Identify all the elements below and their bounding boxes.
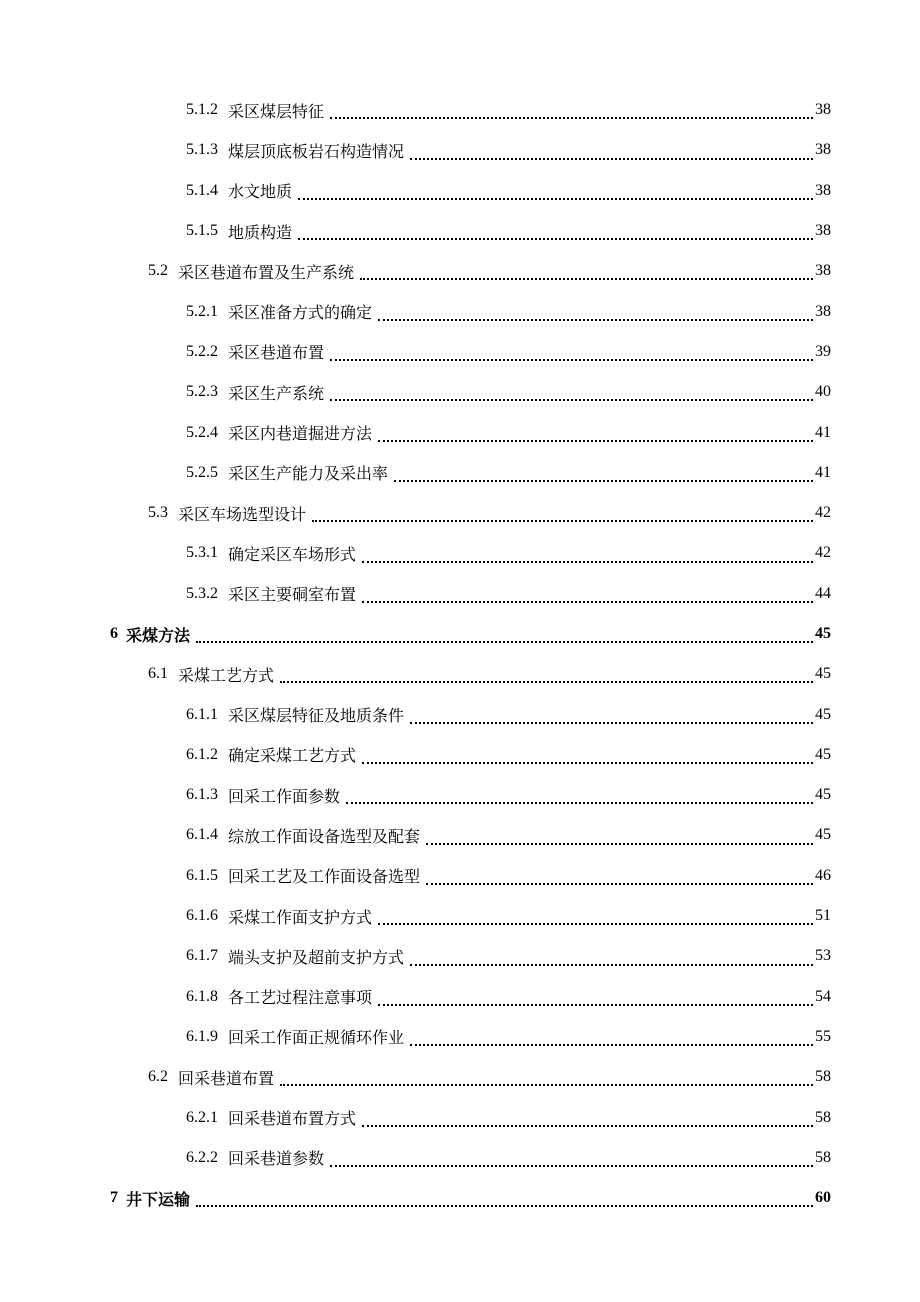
toc-dot-leader — [360, 277, 813, 280]
toc-entry-page-number: 45 — [815, 786, 831, 804]
toc-entry-page-number: 55 — [815, 1027, 831, 1045]
toc-entry-number: 6.1.8 — [186, 987, 218, 1005]
toc-entry-page-number: 38 — [815, 222, 831, 240]
toc-entry-number: 6.1.3 — [186, 786, 218, 804]
toc-entry-number: 6.1.9 — [186, 1027, 218, 1045]
toc-entry-page-number: 45 — [815, 705, 831, 723]
toc-entry-page-number: 58 — [815, 1068, 831, 1086]
toc-entry-title: 地质构造 — [228, 224, 293, 242]
toc-entry-title: 采区生产系统 — [228, 385, 325, 403]
toc-entry-title: 回采巷道参数 — [228, 1151, 325, 1169]
toc-entry-number: 5.2.5 — [186, 463, 218, 481]
toc-entry[interactable] — [0, 1017, 920, 1057]
toc-entry-title: 采煤工作面支护方式 — [228, 909, 373, 927]
toc-entry-title: 采区准备方式的确定 — [228, 305, 373, 323]
toc-entry-page-number: 45 — [815, 665, 831, 683]
toc-entry-number: 6.1.5 — [186, 866, 218, 884]
toc-dot-leader — [362, 560, 813, 563]
toc-entry-page-number: 42 — [815, 504, 831, 522]
toc-entry-title: 采区煤层特征 — [228, 103, 325, 121]
toc-entry-title: 回采工作面参数 — [228, 788, 341, 806]
toc-dot-leader — [410, 963, 813, 966]
toc-entry-title: 采区车场选型设计 — [178, 506, 307, 524]
toc-entry-number: 6.2 — [148, 1068, 168, 1086]
toc-dot-leader — [410, 1043, 813, 1046]
toc-entry-number: 6.2.1 — [186, 1108, 218, 1126]
toc-entry[interactable] — [0, 574, 920, 614]
toc-entry[interactable] — [0, 130, 920, 170]
toc-entry[interactable] — [0, 493, 920, 533]
toc-entry-page-number: 38 — [815, 262, 831, 280]
toc-entry[interactable] — [0, 372, 920, 412]
toc-entry-title: 水文地质 — [228, 184, 293, 202]
toc-entry[interactable] — [0, 1138, 920, 1178]
toc-entry-number: 6.2.2 — [186, 1148, 218, 1166]
toc-entry-page-number: 44 — [815, 584, 831, 602]
toc-entry-title: 采煤方法 — [126, 627, 191, 645]
toc-entry-page-number: 38 — [815, 141, 831, 159]
toc-entry[interactable] — [0, 614, 920, 654]
toc-entry-number: 5.1.2 — [186, 101, 218, 119]
toc-entry-number: 5.2.3 — [186, 383, 218, 401]
toc-entry[interactable] — [0, 251, 920, 291]
toc-entry-number: 5.2.4 — [186, 423, 218, 441]
toc-entry-title: 井下运输 — [126, 1191, 191, 1209]
toc-dot-leader — [362, 600, 813, 603]
toc-entry-page-number: 41 — [815, 463, 831, 481]
toc-dot-leader — [378, 1003, 813, 1006]
toc-entry-title: 采区巷道布置 — [228, 345, 325, 363]
toc-entry-page-number: 45 — [815, 625, 831, 642]
toc-dot-leader — [196, 640, 813, 643]
toc-entry-number: 5.2 — [148, 262, 168, 280]
toc-dot-leader — [312, 519, 813, 522]
toc-entry-page-number: 45 — [815, 745, 831, 763]
toc-entry[interactable] — [0, 815, 920, 855]
toc-entry-page-number: 54 — [815, 987, 831, 1005]
toc-entry-title: 采区生产能力及采出率 — [228, 466, 389, 484]
toc-entry[interactable] — [0, 896, 920, 936]
toc-entry[interactable] — [0, 211, 920, 251]
toc-entry-number: 5.1.5 — [186, 222, 218, 240]
toc-dot-leader — [394, 479, 813, 482]
toc-entry-page-number: 38 — [815, 101, 831, 119]
toc-entry[interactable] — [0, 291, 920, 331]
toc-entry-page-number: 39 — [815, 342, 831, 360]
toc-entry[interactable] — [0, 332, 920, 372]
toc-entry-number: 6.1.1 — [186, 705, 218, 723]
toc-entry-number: 5.3.2 — [186, 584, 218, 602]
toc-entry-page-number: 41 — [815, 423, 831, 441]
toc-entry-title: 采区巷道布置及生产系统 — [178, 264, 355, 282]
toc-entry[interactable] — [0, 694, 920, 734]
toc-entry[interactable] — [0, 533, 920, 573]
toc-entry[interactable] — [0, 1178, 920, 1218]
toc-entry[interactable] — [0, 412, 920, 452]
toc-entry-number: 5.1.3 — [186, 141, 218, 159]
toc-dot-leader — [330, 116, 813, 119]
toc-entry[interactable] — [0, 856, 920, 896]
toc-dot-leader — [426, 882, 813, 885]
toc-entry[interactable] — [0, 1097, 920, 1137]
toc-entry-page-number: 42 — [815, 544, 831, 562]
toc-entry-page-number: 51 — [815, 907, 831, 925]
toc-dot-leader — [378, 439, 813, 442]
toc-dot-leader — [362, 1124, 813, 1127]
toc-entry-title: 确定采煤工艺方式 — [228, 748, 357, 766]
toc-entry-title: 采区煤层特征及地质条件 — [228, 708, 405, 726]
toc-entry-title: 端头支护及超前支护方式 — [228, 949, 405, 967]
toc-entry-title: 采区主要硐室布置 — [228, 587, 357, 605]
toc-entry-page-number: 58 — [815, 1148, 831, 1166]
toc-entry-number: 6.1.6 — [186, 907, 218, 925]
toc-dot-leader — [280, 1083, 813, 1086]
toc-entry-title: 综放工作面设备选型及配套 — [228, 828, 421, 846]
toc-dot-leader — [330, 358, 813, 361]
toc-entry-title: 回采工作面正规循环作业 — [228, 1030, 405, 1048]
toc-entry-number: 6.1 — [148, 665, 168, 683]
toc-entry-page-number: 38 — [815, 181, 831, 199]
toc-entry[interactable] — [0, 171, 920, 211]
toc-dot-leader — [410, 721, 813, 724]
toc-dot-leader — [196, 1204, 813, 1207]
toc-entry-number: 7 — [110, 1189, 118, 1207]
toc-entry[interactable] — [0, 453, 920, 493]
toc-entry[interactable] — [0, 936, 920, 976]
toc-dot-leader — [362, 761, 813, 764]
toc-entry-number: 6.1.7 — [186, 947, 218, 965]
toc-entry[interactable] — [0, 735, 920, 775]
toc-entry-number: 5.2.2 — [186, 342, 218, 360]
toc-entry-title: 采区内巷道掘进方法 — [228, 426, 373, 444]
toc-dot-leader — [378, 922, 813, 925]
toc-entry-page-number: 60 — [815, 1189, 831, 1207]
toc-entry-number: 6.1.4 — [186, 826, 218, 844]
toc-entry-title: 确定采区车场形式 — [228, 546, 357, 564]
toc-dot-leader — [346, 801, 813, 804]
toc-entry-title: 采煤工艺方式 — [178, 667, 275, 685]
toc-entry[interactable] — [0, 977, 920, 1017]
toc-entry-number: 5.2.1 — [186, 302, 218, 320]
toc-entry-page-number: 40 — [815, 383, 831, 401]
toc-entry-number: 5.3.1 — [186, 544, 218, 562]
toc-dot-leader — [426, 842, 813, 845]
toc-entry-title: 回采工艺及工作面设备选型 — [228, 869, 421, 887]
toc-entry-title: 各工艺过程注意事项 — [228, 990, 373, 1008]
toc-entry-title: 回采巷道布置方式 — [228, 1111, 357, 1129]
toc-entry-number: 6.1.2 — [186, 745, 218, 763]
toc-entry[interactable] — [0, 1057, 920, 1097]
toc-entry-page-number: 53 — [815, 947, 831, 965]
toc-entry-page-number: 38 — [815, 302, 831, 320]
toc-dot-leader — [410, 157, 813, 160]
toc-dot-leader — [298, 197, 813, 200]
toc-entry-title: 回采巷道布置 — [178, 1070, 275, 1088]
toc-entry-page-number: 46 — [815, 866, 831, 884]
toc-dot-leader — [330, 1164, 813, 1167]
toc-dot-leader — [298, 237, 813, 240]
toc-dot-leader — [330, 398, 813, 401]
toc-dot-leader — [378, 318, 813, 321]
toc-entry-number: 6 — [110, 625, 118, 642]
toc-entry[interactable] — [0, 775, 920, 815]
table-of-contents — [0, 90, 920, 1218]
toc-entry-page-number: 45 — [815, 826, 831, 844]
toc-dot-leader — [280, 680, 813, 683]
toc-entry-number: 5.1.4 — [186, 181, 218, 199]
toc-entry-page-number: 58 — [815, 1108, 831, 1126]
toc-entry-number: 5.3 — [148, 504, 168, 522]
toc-entry[interactable] — [0, 654, 920, 694]
toc-entry[interactable] — [0, 90, 920, 130]
toc-entry-title: 煤层顶底板岩石构造情况 — [228, 143, 405, 161]
